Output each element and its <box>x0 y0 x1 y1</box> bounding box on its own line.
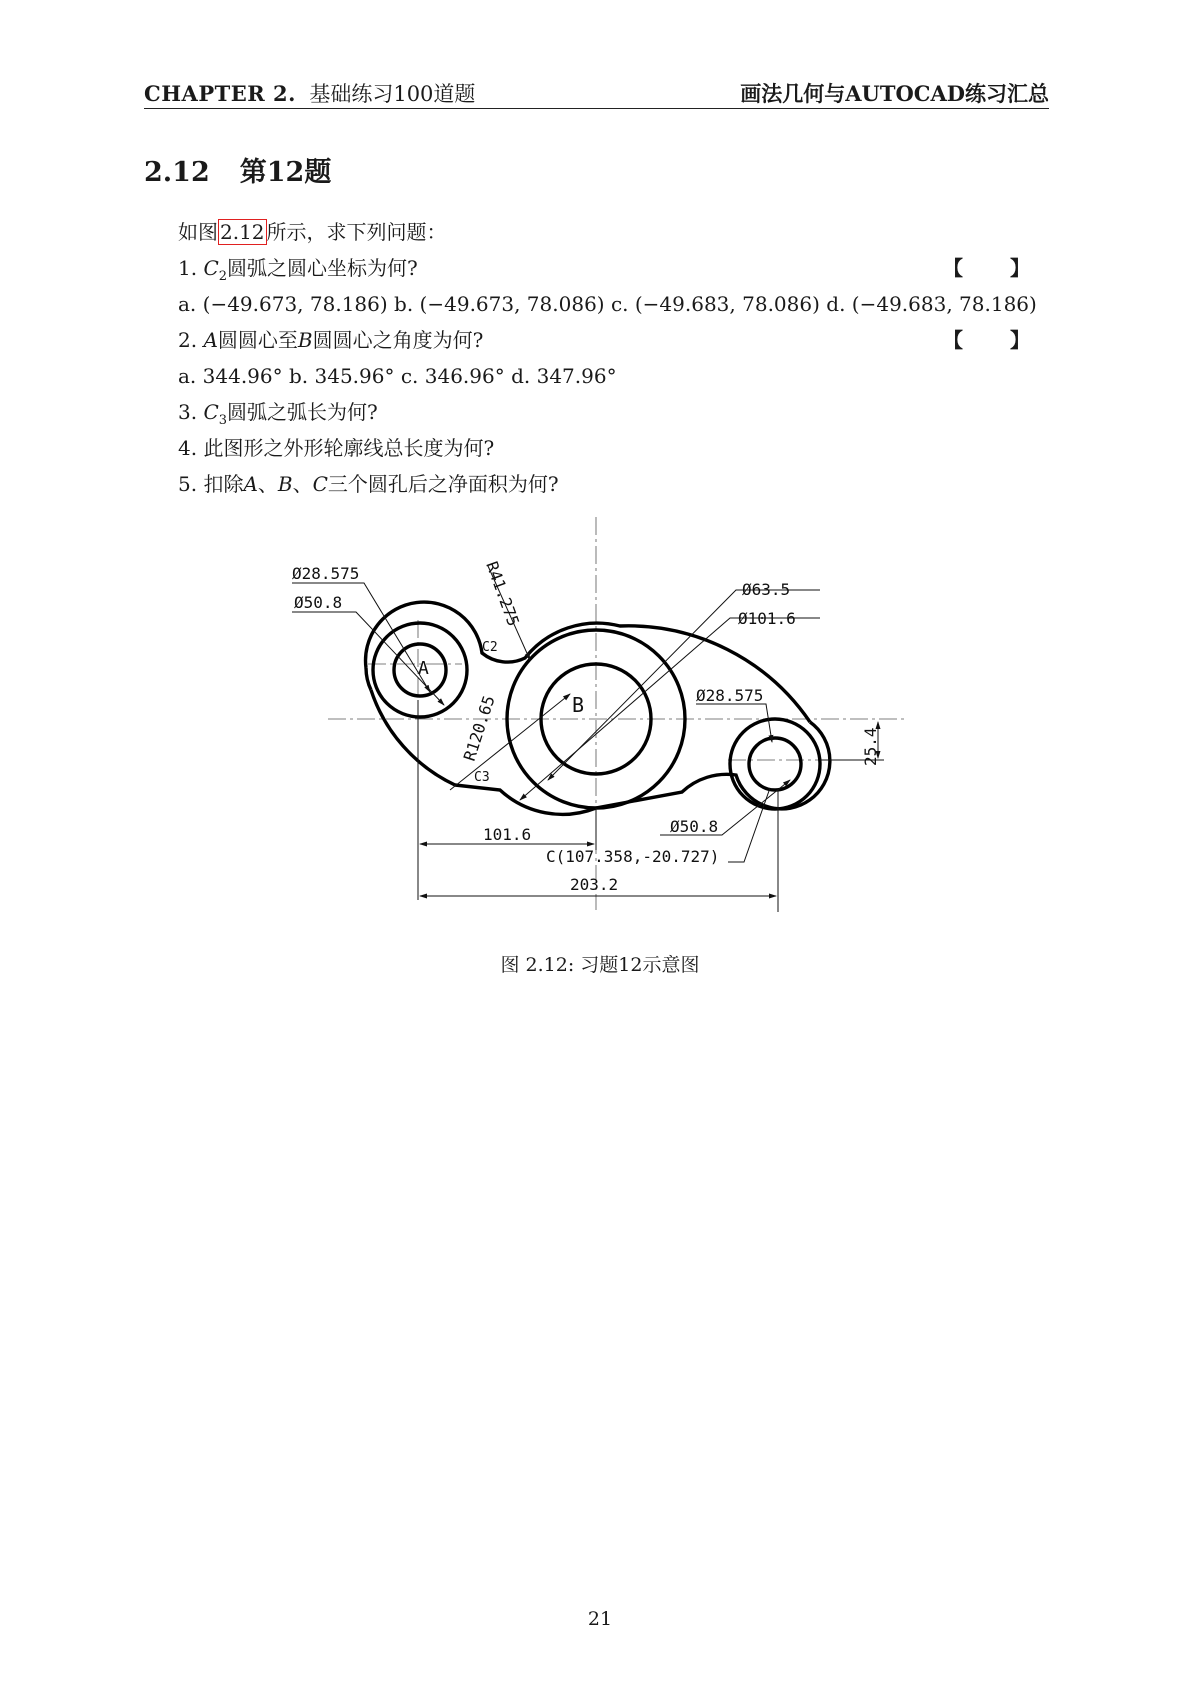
page-header <box>144 76 1049 109</box>
label-dim-ab: 101.6 <box>483 825 532 844</box>
q2-num: 2. <box>178 328 198 352</box>
label-r-top: R41.275 <box>482 558 524 629</box>
outline <box>366 602 830 814</box>
q2-var: A <box>203 328 218 352</box>
chapter-title: 基础练习100道题 <box>309 82 476 106</box>
question-body <box>178 214 1050 502</box>
q1-num: 1. <box>178 256 198 280</box>
label-dim-ac: 203.2 <box>570 875 619 894</box>
page-number: 21 <box>587 1608 613 1630</box>
label-r-bottom: R120.65 <box>459 693 499 764</box>
label-c2: C2 <box>482 640 498 655</box>
q3-num: 3. <box>178 400 198 424</box>
question-2 <box>178 322 1050 358</box>
header-chapter <box>144 78 475 108</box>
q1-var: C <box>203 256 219 280</box>
leader-dia-b-outer <box>520 618 820 800</box>
label-vertical-offset: 25.4 <box>861 727 880 766</box>
label-dia-c-outer: Ø50.8 <box>670 817 719 836</box>
outline-right-path <box>455 722 830 814</box>
cad-figure <box>0 500 1200 920</box>
label-dia-b-inner: Ø63.5 <box>742 580 791 599</box>
label-c3: C3 <box>474 770 490 785</box>
circle-c-outer <box>730 719 820 809</box>
q5-c: C <box>312 472 328 496</box>
intro-line <box>178 214 1050 250</box>
q5-a: A <box>243 472 258 496</box>
label-dia-a-inner: Ø28.575 <box>292 564 360 583</box>
q1-text: 圆弧之圆心坐标为何? <box>227 256 418 280</box>
q5-text: 三个圆孔后之净面积为何? <box>327 472 559 496</box>
label-circle-a: A <box>418 658 429 679</box>
q2-text: 圆圆心之角度为何? <box>312 328 484 352</box>
section-name: 第12题 <box>239 157 332 188</box>
answer-bracket-1[interactable]: 【 】 <box>943 256 1050 280</box>
label-circle-b: B <box>572 693 585 717</box>
label-coord-c: C(107.358,-20.727) <box>546 847 720 866</box>
question-1-options: a. (−49.673, 78.186) b. (−49.673, 78.086) c. (−49.683, 78.086) d. (−49.683, 78.186) <box>178 292 1037 316</box>
label-dia-a-outer: Ø50.8 <box>294 593 343 612</box>
q4-num: 4. <box>178 436 198 460</box>
section-title <box>144 150 331 189</box>
q5-pre: 扣除 <box>203 472 244 496</box>
intro-suffix: 所示，求下列问题： <box>266 220 447 244</box>
q5-b: B <box>277 472 293 496</box>
section-number: 2.12 <box>144 157 210 188</box>
q5-num: 5. <box>178 472 198 496</box>
outline-a-join <box>366 668 371 690</box>
q2-mid: 圆圆心至 <box>217 328 298 352</box>
q3-sub: 3 <box>218 413 228 428</box>
label-dia-c-inner: Ø28.575 <box>696 686 764 705</box>
label-dia-b-outer: Ø101.6 <box>738 609 796 628</box>
q4-text: 此图形之外形轮廓线总长度为何? <box>203 436 495 460</box>
outline-c3-arc <box>371 690 455 785</box>
figure-ref-link[interactable]: 2.12 <box>220 220 265 244</box>
q5-sep1: 、 <box>257 472 278 496</box>
book-title: 画法几何与AUTOCAD练习汇总 <box>740 81 1049 106</box>
q2-var2: B <box>297 328 313 352</box>
question-3 <box>178 394 1050 430</box>
question-2-options: a. 344.96° b. 345.96° c. 346.96° d. 347.96° <box>178 364 617 388</box>
q3-text: 圆弧之弧长为何? <box>227 400 378 424</box>
q5-sep2: 、 <box>292 472 313 496</box>
circle-c-inner <box>749 738 801 790</box>
cad-drawing <box>0 500 1200 920</box>
q3-var: C <box>203 400 219 424</box>
chapter-label: CHAPTER 2. <box>144 81 296 106</box>
question-1 <box>178 250 1050 286</box>
figure-caption: 图 2.12: 习题12示意图 <box>500 954 700 976</box>
intro-prefix: 如图 <box>178 220 218 244</box>
question-5 <box>178 466 1050 502</box>
q1-sub: 2 <box>218 269 228 284</box>
question-4 <box>178 430 1050 466</box>
answer-bracket-2[interactable]: 【 】 <box>943 328 1050 352</box>
